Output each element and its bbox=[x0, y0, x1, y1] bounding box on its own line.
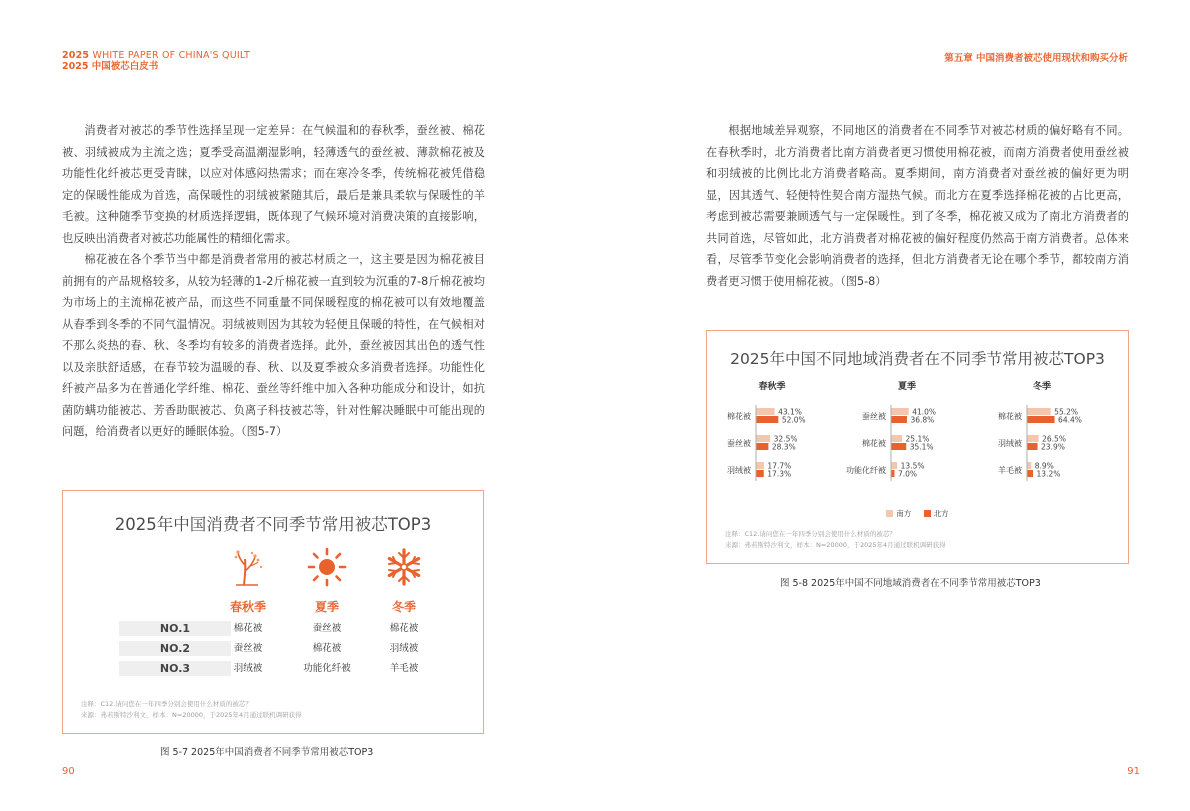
data-label: 13.2% bbox=[1036, 469, 1061, 479]
bar-south bbox=[892, 408, 909, 415]
legend-swatch bbox=[924, 510, 931, 517]
bar-north bbox=[757, 416, 779, 423]
category-label: 棉花被 bbox=[727, 412, 751, 421]
data-label: 25.1% bbox=[905, 434, 930, 444]
bar-south bbox=[1028, 435, 1039, 442]
paragraph: 根据地域差异观察，不同地区的消费者在不同季节对被芯材质的偏好略有不同。在春秋季时，北方消费者比南方消费者更习惯使用棉花被，而南方消费者使用蚕丝被和羽绒被的比例比北方消费者略高。夏季期间，南方消费者对蚕丝被的偏好更为明显，因其透气、轻便特性契合南方湿热气候。而北方在夏季选择棉花被的占比更高，考虑到被芯需要兼顾透气与一定保暖性。到了冬季，棉花被又成为了南北方消费者的共同首选，尽管如此，北方消费者对棉花被的偏好程度仍然高于南方消费者。总体来看，尽管季节变化会影响消费者的选择，但北方消费者无论在哪个季节，都较南方消费者更习惯于使用棉花被。（图5-8） bbox=[706, 124, 1129, 288]
category-label: 蚕丝被 bbox=[862, 412, 886, 421]
bar-north bbox=[1028, 416, 1055, 423]
bar-south bbox=[892, 435, 903, 442]
rank-label: NO.3 bbox=[119, 661, 231, 676]
data-label: 41.0% bbox=[912, 407, 937, 417]
group-title: 春秋季 bbox=[758, 382, 786, 392]
data-label: 32.5% bbox=[773, 434, 798, 444]
season-label: 冬季 bbox=[391, 600, 416, 614]
paragraph: 棉花被在各个季节当中都是消费者常用的被芯材质之一，这主要是因为棉花被目前拥有的产品规格较多，从较为轻薄的1-2斤棉花被一直到较为沉重的7-8斤棉花被均为市场上的主流棉花被产品，而这些不同重量不同保暖程度的棉花被可以有效地覆盖从春季到冬季的不同气温情况。羽绒被则因为其较为轻便且保暖的特性，在气候相对不那么炎热的春、秋、冬季均有较多的消费者选择。此外，蚕丝被因其出色的透气性以及亲肤舒适感，在春节较为温暖的春、秋、以及夏季被众多消费者选择。功能性化纤被产品多为在普通化学纤维、棉花、蚕丝等纤维中加入各种功能成分和设计，如抗菌防螨功能被芯、芳香助眠被芯、负离子科技被芯等，针对性解决睡眠中可能出现的问题，给消费者以更好的睡眠体验。（图5-7） bbox=[62, 253, 485, 438]
legend-swatch bbox=[886, 510, 893, 517]
bar-north bbox=[757, 443, 769, 450]
data-label: 43.1% bbox=[778, 407, 802, 417]
data-label: 55.2% bbox=[1054, 407, 1079, 417]
season-label: 春秋季 bbox=[229, 600, 266, 614]
data-label: 23.9% bbox=[1041, 442, 1065, 452]
group-title: 冬季 bbox=[1032, 382, 1051, 392]
figure-caption: 图 5-7 2025年中国消费者不同季节常用被芯TOP3 bbox=[160, 747, 374, 758]
rank-label: NO.1 bbox=[119, 621, 231, 636]
legend-item-north: 北方 bbox=[924, 509, 949, 518]
page-number: 91 bbox=[1127, 766, 1140, 777]
bar-south bbox=[892, 462, 898, 469]
chart-legend bbox=[707, 508, 1128, 519]
header-left bbox=[62, 50, 250, 72]
grouped-bar-chart bbox=[707, 331, 1127, 506]
figure-title: 2025年中国不同地域消费者在不同季节常用被芯TOP3 bbox=[730, 350, 1105, 368]
figure-5-7 bbox=[62, 490, 484, 734]
figure-source: 来源：弗若斯特沙利文，样本：N=20000，于2025年4月通过联机调研获得 bbox=[81, 711, 302, 719]
right-body-text bbox=[706, 120, 1129, 292]
table-cell: 蚕丝被 bbox=[233, 643, 263, 654]
category-label: 羽绒被 bbox=[998, 439, 1022, 448]
category-label: 功能化纤被 bbox=[846, 466, 886, 475]
data-label: 36.8% bbox=[910, 415, 935, 425]
bar-south bbox=[757, 408, 775, 415]
data-label: 26.5% bbox=[1042, 434, 1066, 444]
bar-south bbox=[1028, 408, 1051, 415]
category-label: 羊毛被 bbox=[998, 466, 1022, 475]
data-label: 13.5% bbox=[900, 461, 925, 471]
table-cell: 棉花被 bbox=[389, 623, 419, 634]
page-number: 90 bbox=[62, 766, 75, 777]
category-label: 蚕丝被 bbox=[727, 439, 751, 448]
data-label: 52.0% bbox=[781, 415, 806, 425]
data-label: 35.1% bbox=[909, 442, 934, 452]
bar-north bbox=[1028, 443, 1038, 450]
sun-icon bbox=[307, 547, 347, 587]
table-cell: 棉花被 bbox=[312, 643, 342, 654]
bar-north bbox=[757, 470, 764, 477]
legend-item-south: 南方 bbox=[886, 509, 911, 518]
season-label: 夏季 bbox=[314, 600, 339, 614]
bar-north bbox=[1028, 470, 1034, 477]
category-label: 棉花被 bbox=[862, 439, 886, 448]
figure-caption: 图 5-8 2025年中国不同地域消费者在不同季节常用被芯TOP3 bbox=[780, 578, 1041, 589]
data-label: 64.4% bbox=[1058, 415, 1082, 425]
data-label: 8.9% bbox=[1034, 461, 1054, 471]
table-cell: 棉花被 bbox=[233, 623, 263, 634]
figure-note: 注释：C12.请问您在一年四季分别会使用什么材质的被芯？ bbox=[725, 530, 896, 538]
header-title-en: 2025 WHITE PAPER OF CHINA'S QUILT bbox=[62, 50, 251, 61]
bar-north bbox=[892, 470, 895, 477]
header-title-cn: 2025 中国被芯白皮书 bbox=[62, 61, 159, 72]
left-body-text bbox=[62, 120, 485, 443]
table-cell: 羊毛被 bbox=[389, 663, 419, 674]
category-label: 羽绒被 bbox=[727, 466, 751, 475]
bar-south bbox=[1028, 462, 1032, 469]
bar-south bbox=[757, 462, 764, 469]
rank-label: NO.2 bbox=[119, 641, 231, 656]
tree-icon bbox=[228, 547, 268, 587]
bar-north bbox=[892, 443, 907, 450]
bar-north bbox=[892, 416, 907, 423]
table-cell: 羽绒被 bbox=[389, 643, 419, 654]
figure-source: 来源：弗若斯特沙利文，样本：N=20000，于2025年4月通过联机调研获得 bbox=[725, 541, 946, 549]
table-cell: 功能化纤被 bbox=[303, 663, 351, 674]
table-cell: 蚕丝被 bbox=[312, 623, 342, 634]
figure-note: 注释：C12.请问您在一年四季分别会使用什么材质的被芯？ bbox=[81, 700, 252, 708]
figure-title: 2025年中国消费者不同季节常用被芯TOP3 bbox=[114, 515, 432, 534]
table-cell: 羽绒被 bbox=[233, 663, 263, 674]
data-label: 17.3% bbox=[767, 469, 792, 479]
figure-5-8 bbox=[706, 330, 1129, 564]
chapter-title: 第五章 中国消费者被芯使用现状和购买分析 bbox=[944, 53, 1128, 64]
snowflake-icon bbox=[384, 547, 424, 587]
group-title: 夏季 bbox=[897, 382, 916, 392]
data-label: 17.7% bbox=[767, 461, 792, 471]
data-label: 7.0% bbox=[897, 469, 918, 479]
category-label: 棉花被 bbox=[998, 412, 1022, 421]
bar-south bbox=[757, 435, 771, 442]
paragraph: 消费者对被芯的季节性选择呈现一定差异：在气候温和的春秋季，蚕丝被、棉花被、羽绒被成为主流之选；夏季受高温潮湿影响，轻薄透气的蚕丝被、薄款棉花被及功能性化纤被芯更受青睐，以应对体感闷热需求；而在寒冷冬季，传统棉花被凭借稳定的保暖性能成为首选，高保暖性的羽绒被紧随其后，最后是兼具柔软与保暖性的羊毛被。这种随季节变换的材质选择逻辑，既体现了气候环境对消费决策的直接影响，也反映出消费者对被芯功能属性的精细化需求。 bbox=[62, 124, 485, 245]
data-label: 28.3% bbox=[771, 442, 796, 452]
